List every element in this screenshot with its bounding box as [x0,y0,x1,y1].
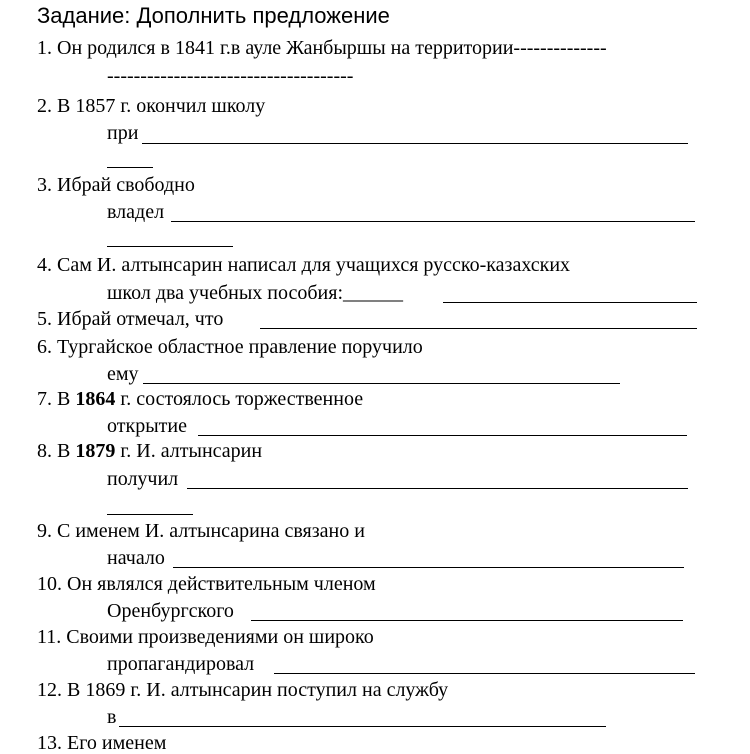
item-3-answer-line-2[interactable] [107,246,233,247]
item-2-answer-line[interactable] [142,143,688,144]
item-8-text: 8. В 1879 г. И. алтынсарин [37,440,263,462]
item-6-prompt: ему [107,363,139,385]
item-6-answer-line[interactable] [143,383,620,384]
item-13-text: 13. Его именем [37,732,167,754]
item-8-answer-line-2[interactable] [107,514,193,515]
item-3-text: 3. Ибрай свободно [37,174,195,196]
item-7-year: 1864 [75,388,116,410]
item-1-text: 1. Он родился в 1841 г.в ауле Жанбыршы на территории-------------- [37,37,607,59]
item-8-year: 1879 [75,440,116,462]
item-10-prompt: Оренбургского [107,600,234,622]
item-3-prompt: владел [107,201,165,223]
item-2-answer-line-2[interactable] [107,167,153,168]
item-11-text: 11. Своими произведениями он широко [37,626,374,648]
item-4-text: 4. Сам И. алтынсарин написал для учащихся русско-казахских [37,254,571,276]
item-11-prompt: пропагандировал [107,653,255,675]
item-10-answer-line[interactable] [251,620,683,621]
item-11-answer-line[interactable] [274,673,695,674]
item-8-answer-line[interactable] [187,488,688,489]
item-6-text: 6. Тургайское областное правление поручило [37,336,423,358]
worksheet-title: Задание: Дополнить предложение [37,3,390,28]
item-12-text: 12. В 1869 г. И. алтынсарин поступил на службу [37,679,449,701]
item-2-prompt: при [107,122,139,144]
item-4-prompt: школ два учебных пособия:______ [107,282,404,304]
item-12-prompt: в [107,706,117,728]
item-7-text: 7. В 1864 г. состоялось торжественное [37,388,364,410]
item-2-text: 2. В 1857 г. окончил школу [37,95,266,117]
item-9-text: 9. С именем И. алтынсарина связано и [37,520,365,542]
item-9-answer-line[interactable] [173,567,684,568]
item-5-answer-line[interactable] [260,328,697,329]
item-8-prompt: получил [107,468,179,490]
item-12-answer-line[interactable] [119,726,606,727]
item-5-text: 5. Ибрай отмечал, что [37,308,224,330]
item-9-prompt: начало [107,547,165,569]
item-7-prompt: открытие [107,415,187,437]
item-7-answer-line[interactable] [198,435,687,436]
item-10-text: 10. Он являлся действительным членом [37,573,376,595]
item-4-answer-line[interactable] [443,302,697,303]
item-3-answer-line[interactable] [171,221,695,222]
item-1-continuation: ------------------------------------- [107,65,354,87]
